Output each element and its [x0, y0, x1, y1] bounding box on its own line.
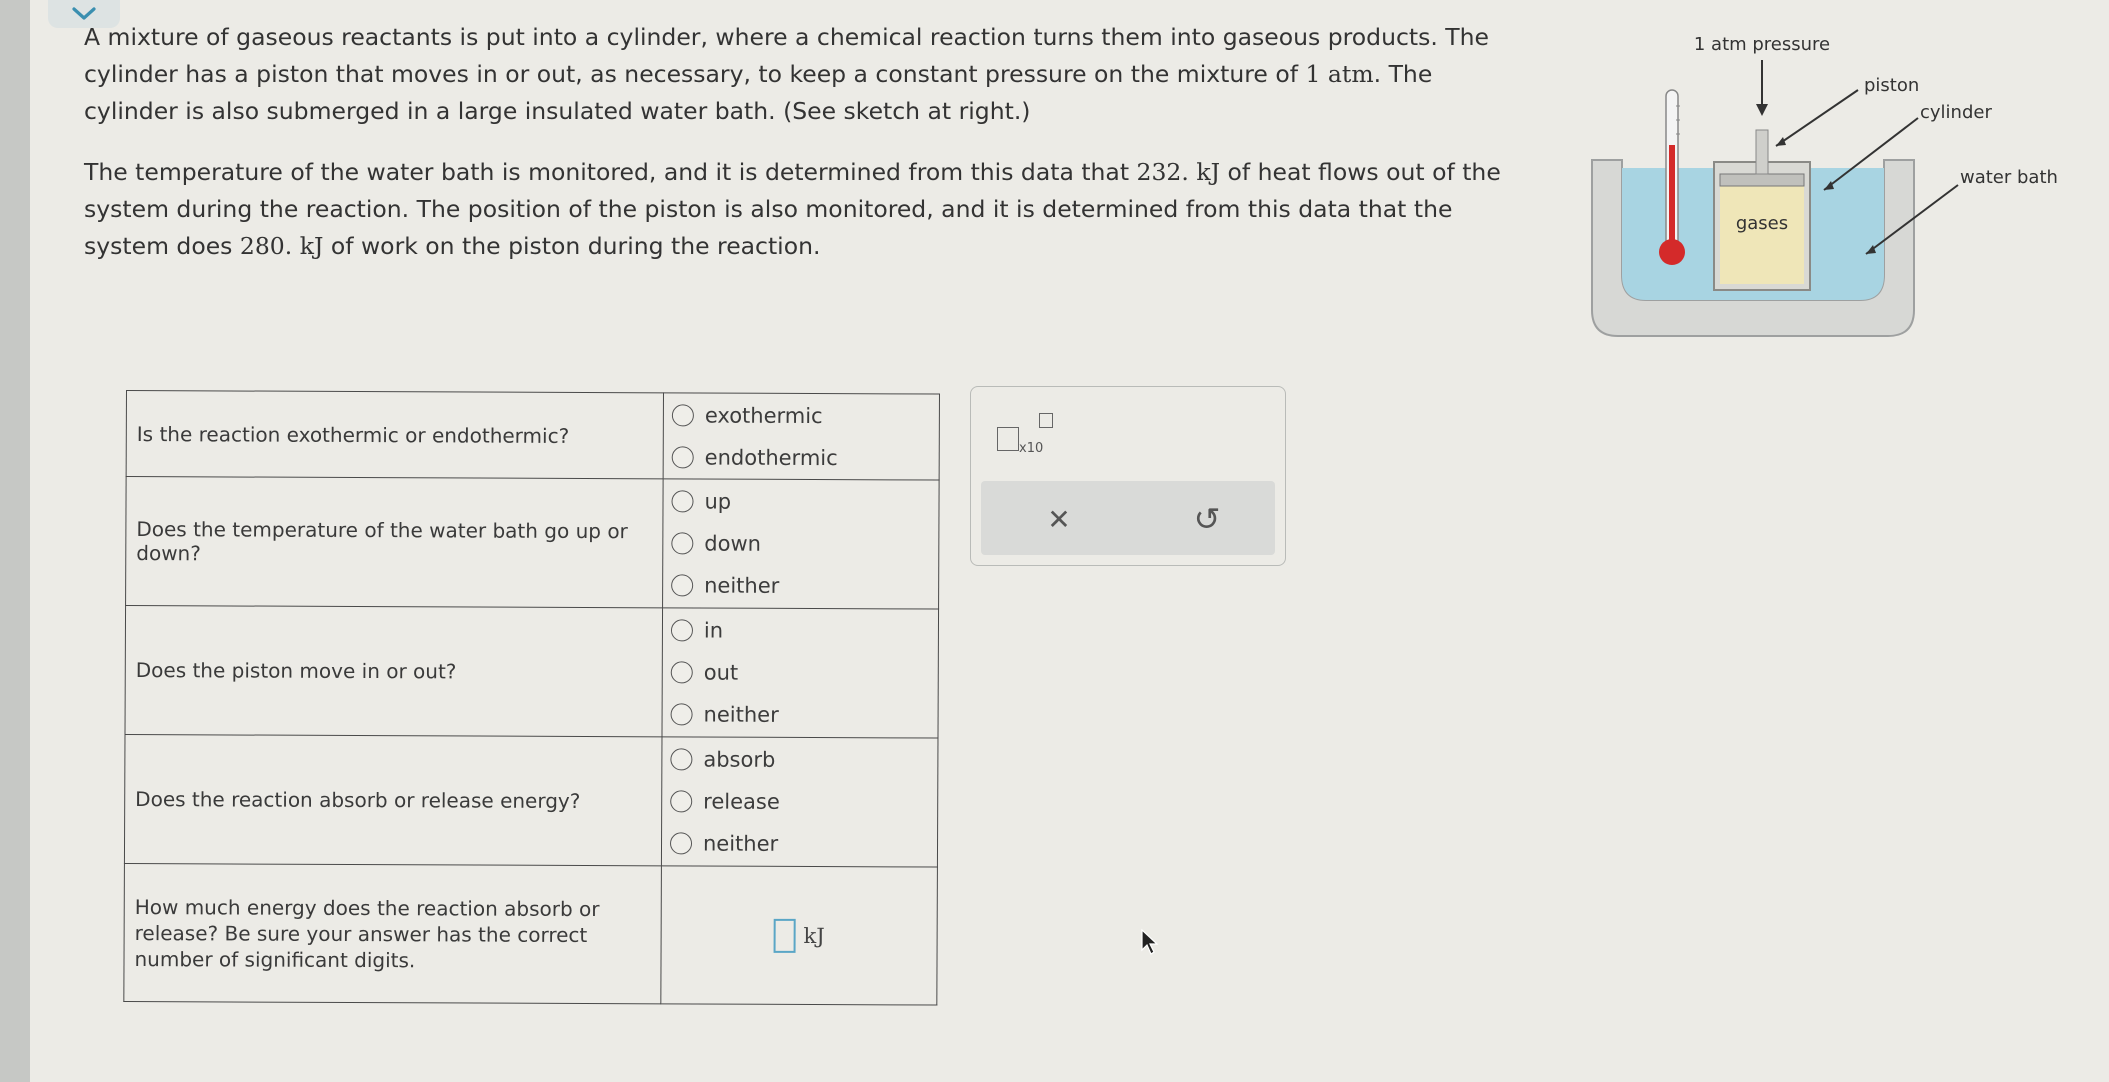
heat-value: 232. kJ [1136, 158, 1220, 186]
question-text: Does the piston move in or out? [135, 658, 457, 684]
options-cell [663, 393, 939, 480]
radio-button[interactable] [672, 446, 694, 468]
question-cell [126, 391, 663, 479]
times-ten-label: x10 [1019, 441, 1044, 456]
options-cell [661, 737, 938, 867]
pressure-label: 1 atm pressure [1693, 34, 1831, 55]
question-text: How much energy does the reaction absorb or release? Be sure your answer has the correct number of significant digits. [134, 894, 600, 972]
scientific-notation-button[interactable] [997, 413, 1057, 456]
radio-button[interactable] [670, 832, 692, 854]
thermometer-bulb [1659, 239, 1685, 265]
option-exothermic[interactable]: exothermic [672, 394, 931, 437]
piston-rod [1756, 130, 1768, 174]
piston-label: piston [1864, 75, 1920, 96]
water-bath-label: water bath [1960, 167, 2058, 188]
apparatus-sketch [1580, 20, 2100, 350]
table-row [126, 477, 940, 610]
question-cell [126, 477, 664, 608]
option-endothermic[interactable]: endothermic [672, 436, 931, 479]
question-table [123, 390, 940, 1006]
pressure-value: 1 atm [1305, 60, 1374, 88]
question-text: Does the reaction absorb or release energy? [135, 787, 581, 813]
option-neither[interactable]: neither [671, 564, 930, 607]
clear-button[interactable] [1037, 497, 1081, 541]
undo-icon: ↺ [1193, 500, 1221, 538]
radio-button[interactable] [671, 703, 693, 725]
gases-region [1720, 186, 1804, 284]
option-in[interactable]: in [671, 609, 930, 652]
radio-button[interactable] [671, 619, 693, 641]
radio-button[interactable] [671, 661, 693, 683]
exponent-box [1039, 413, 1053, 428]
problem-paragraph-2: The temperature of the water bath is monitored, and it is determined from this data that 232. kJ of heat flows out of the system during the reaction. The position of the piston is also monitored, and it is determined from this data that the system does 280. kJ of work on the piston during the reaction. [84, 158, 1501, 260]
table-row [124, 734, 938, 867]
problem-paragraph-1: A mixture of gaseous reactants is put into a cylinder, where a chemical reaction turns them into gaseous products. The cylinder has a piston that moves in or out, as necessary, to keep a constant pressure on the mixture of 1 atm. The cylinder is also submerged in a large insulated water bath. (See sketch at right.) [84, 23, 1489, 125]
option-down[interactable]: down [671, 522, 930, 565]
option-release[interactable]: release [670, 780, 929, 823]
radio-button[interactable] [671, 574, 693, 596]
question-cell [125, 606, 663, 737]
tool-bar [981, 481, 1275, 555]
table-row [124, 863, 938, 1005]
radio-button[interactable] [670, 790, 692, 812]
radio-button[interactable] [670, 748, 692, 770]
option-absorb[interactable]: absorb [670, 738, 929, 781]
option-neither[interactable]: neither [670, 822, 929, 865]
mantissa-box [997, 427, 1019, 451]
radio-button[interactable] [671, 532, 693, 554]
work-value: 280. kJ [239, 232, 324, 260]
close-icon: ✕ [1047, 502, 1071, 536]
gases-label: gases [1735, 213, 1789, 234]
answer-tools-panel [970, 386, 1286, 566]
question-cell [124, 863, 662, 1003]
option-neither[interactable]: neither [670, 693, 929, 736]
options-cell [663, 479, 940, 609]
undo-button[interactable] [1185, 497, 1229, 541]
question-cell [124, 734, 662, 865]
option-out[interactable]: out [671, 651, 930, 694]
radio-button[interactable] [672, 404, 694, 426]
question-text: Does the temperature of the water bath go up or down? [136, 517, 628, 566]
left-edge-strip [0, 0, 30, 1082]
radio-button[interactable] [671, 490, 693, 512]
piston-plate [1720, 174, 1804, 186]
energy-answer-input[interactable] [773, 918, 795, 952]
table-row [125, 606, 939, 739]
option-up[interactable]: up [671, 480, 930, 523]
options-cell [662, 608, 939, 738]
unit-label: kJ [803, 923, 825, 948]
table-row [126, 391, 939, 481]
cylinder-label: cylinder [1920, 102, 1992, 123]
question-text: Is the reaction exothermic or endothermic? [136, 421, 570, 448]
mouse-cursor-icon [1140, 928, 1160, 956]
answer-cell [661, 866, 938, 1005]
